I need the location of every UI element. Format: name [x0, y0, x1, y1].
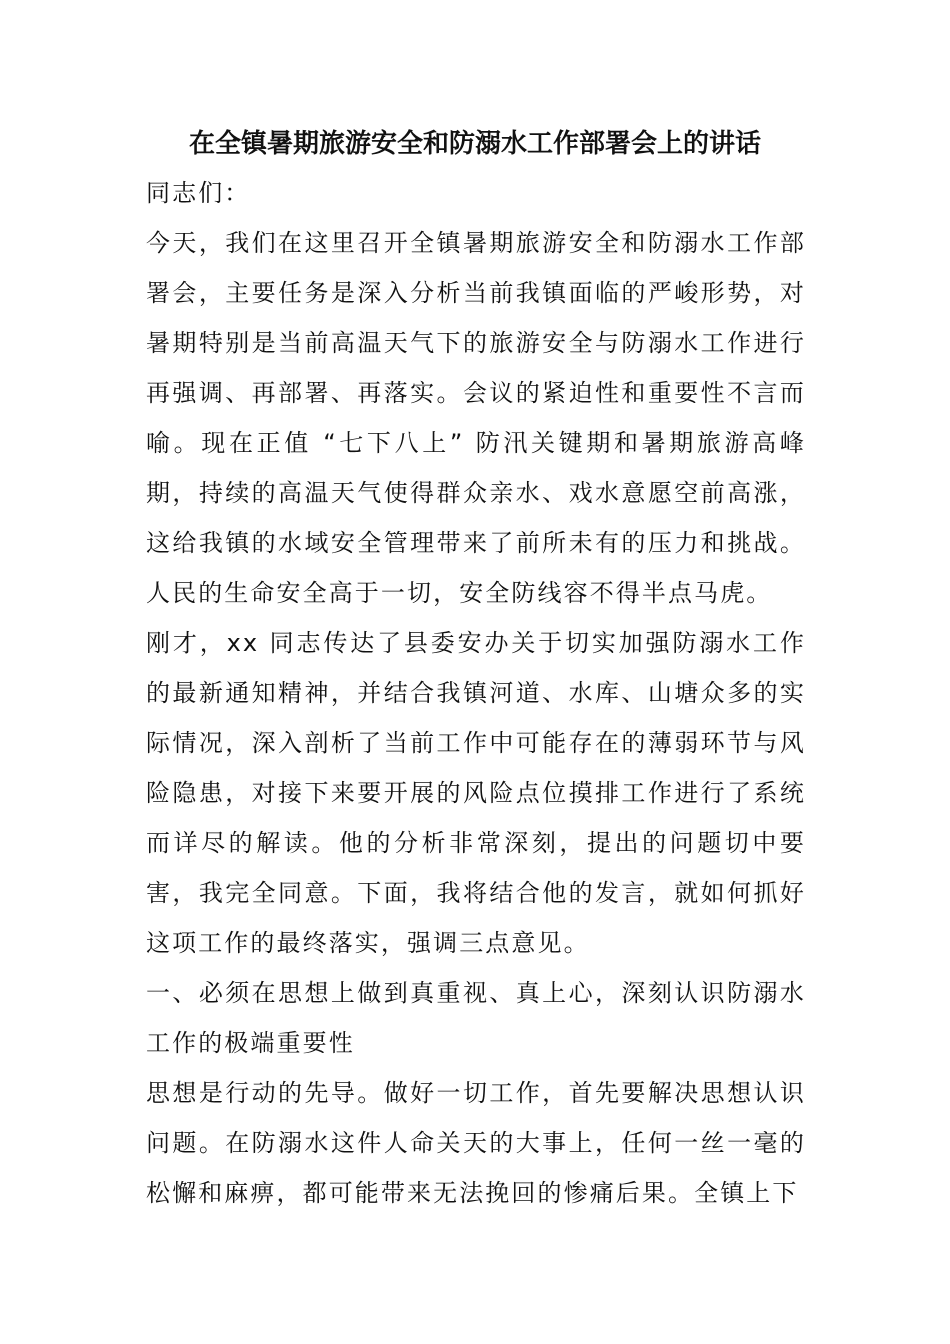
response-paragraph: 刚才，xx 同志传达了县委安办关于切实加强防溺水工作的最新通知精神，并结合我镇河道、水库、山塘众多的实际情况，深入剖析了当前工作中可能存在的薄弱环节与风险隐患，对接下来要开展的风险点位摸排工作进行了系统而详尽的解读。他的分析非常深刻，提出的问题切中要害，我完全同意。下面，我将结合他的发言，就如何抓好这项工作的最终落实，强调三点意见。 — [146, 629, 806, 957]
section-1-paragraph: 思想是行动的先导。做好一切工作，首先要解决思想认识问题。在防溺水这件人命关天的大事上，任何一丝一毫的松懈和麻痹，都可能带来无法挽回的惨痛后果。全镇上下 — [146, 1079, 806, 1207]
section-heading-1: 一、必须在思想上做到真重视、真上心，深刻认识防溺水工作的极端重要性 — [146, 979, 806, 1057]
opening-paragraph: 今天，我们在这里召开全镇暑期旅游安全和防溺水工作部署会，主要任务是深入分析当前我镇面临的严峻形势，对暑期特别是当前高温天气下的旅游安全与防溺水工作进行再强调、再部署、再落实。会议的紧迫性和重要性不言而喻。现在正值 “七下八上” 防汛关键期和暑期旅游高峰期，持续的高温天气使得群众亲水、戏水意愿空前高涨，这给我镇的水域安全管理带来了前所未有的压力和挑战。人民的生命安全高于一切，安全防线容不得半点马虎。 — [146, 229, 806, 607]
document-title: 在全镇暑期旅游安全和防溺水工作部署会上的讲话 — [188, 129, 761, 159]
document-body — [146, 168, 806, 1218]
salutation-paragraph: 同志们： — [146, 179, 251, 207]
